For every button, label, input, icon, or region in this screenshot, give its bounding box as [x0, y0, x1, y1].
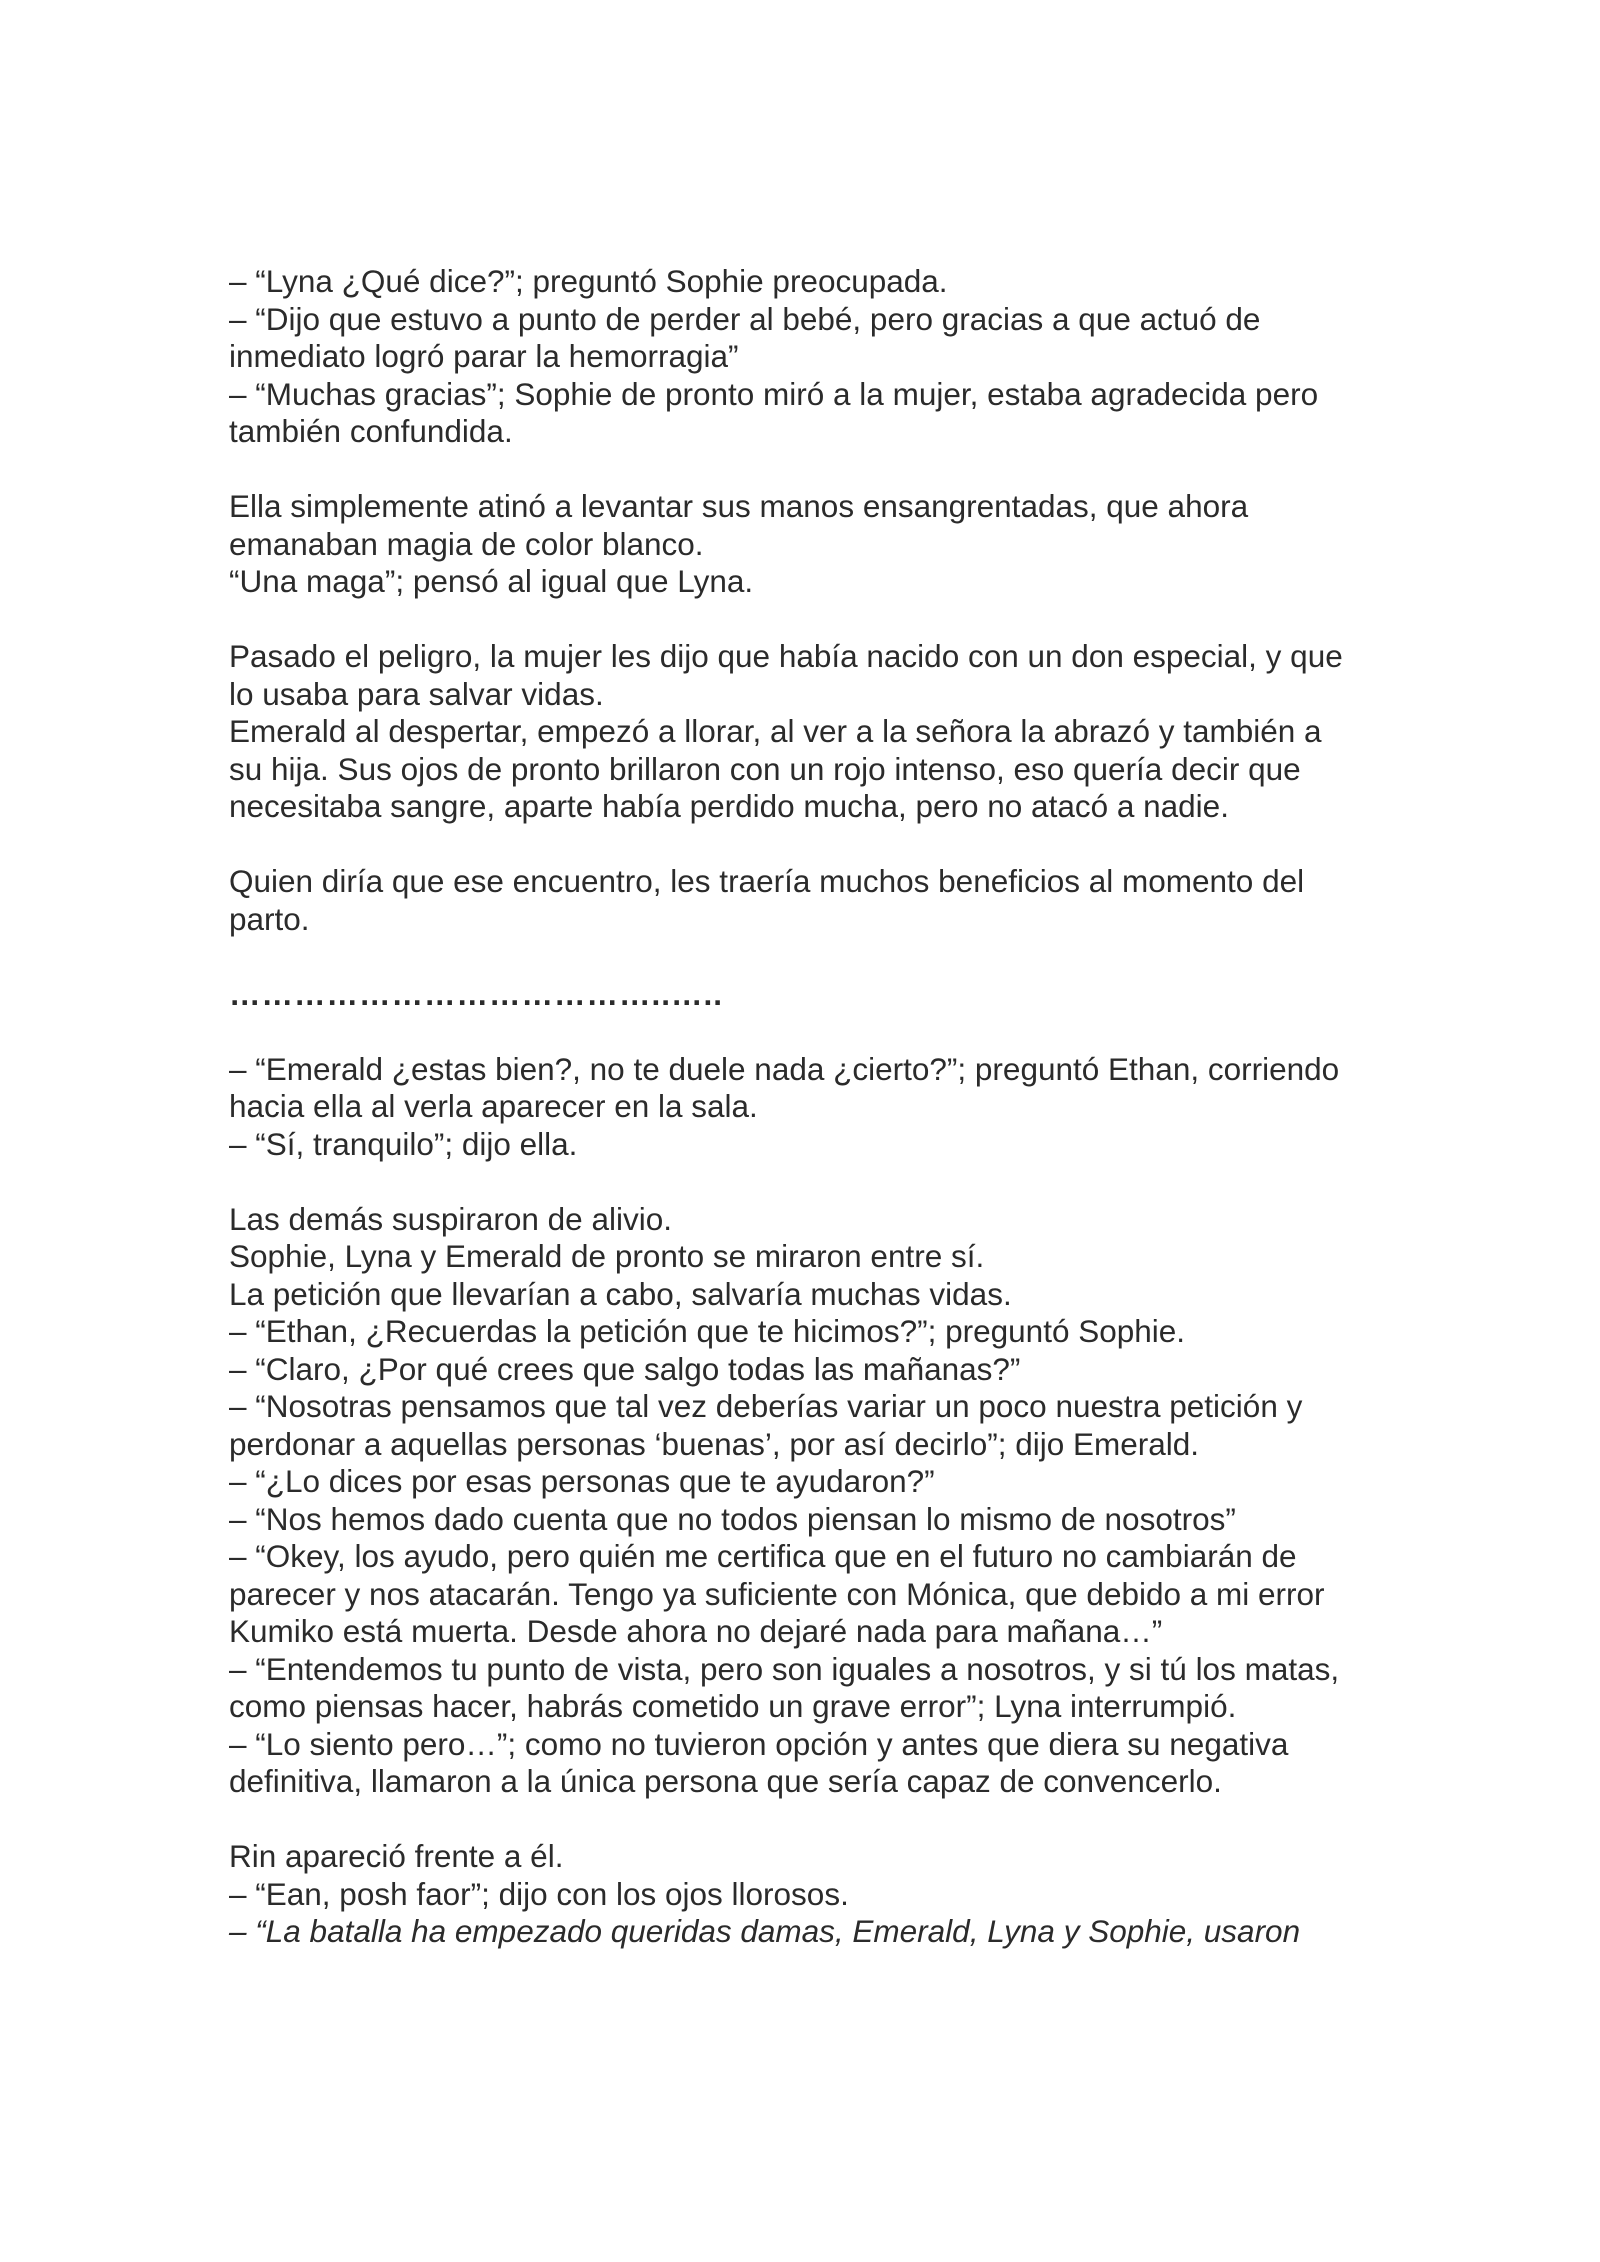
text-line: Sophie, Lyna y Emerald de pronto se miraron entre sí. — [229, 1238, 985, 1274]
paragraph-2 — [229, 488, 1399, 601]
text-line: Las demás suspiraron de alivio. — [229, 1200, 672, 1237]
text-line: – “Sí, tranquilo”; dijo ella. — [229, 1125, 578, 1162]
text-line: inmediato logró parar la hemorragia” — [229, 338, 739, 374]
text-line: – “Ethan, ¿Recuerdas la petición que te hicimos?”; preguntó Sophie. — [229, 1313, 1186, 1349]
text-line: – “Muchas gracias”; Sophie de pronto miró a la mujer, estaba agradecida pero — [229, 375, 1319, 412]
text-line: perdonar a aquellas personas ‘buenas’, por así decirlo”; dijo Emerald. — [229, 1425, 1200, 1462]
text-line: – “Entendemos tu punto de vista, pero son iguales a nosotros, y si tú los matas, — [229, 1650, 1340, 1687]
text-line: Pasado el peligro, la mujer les dijo que había nacido con un don especial, y que — [229, 638, 1343, 674]
text-line: Emerald al despertar, empezó a llorar, al ver a la señora la abrazó y también a — [229, 713, 1322, 749]
text-line: Kumiko está muerta. Desde ahora no dejaré nada para mañana…” — [229, 1613, 1163, 1649]
text-line: – “Dijo que estuvo a punto de perder al bebé, pero gracias a que actuó de — [229, 300, 1261, 337]
italic-text-line: – “La batalla ha empezado queridas damas, Emerald, Lyna y Sophie, usaron — [229, 1913, 1301, 1949]
text-line: – “Ean, posh faor”; dijo con los ojos llorosos. — [229, 1875, 849, 1912]
paragraph-6 — [229, 1201, 1399, 1801]
text-line: como piensas hacer, habrás cometido un grave error”; Lyna interrumpió. — [229, 1688, 1237, 1724]
text-line: lo usaba para salvar vidas. — [229, 675, 604, 712]
text-line: hacia ella al verla aparecer en la sala. — [229, 1088, 758, 1124]
text-line: – “Nosotras pensamos que tal vez deberías variar un poco nuestra petición y — [229, 1388, 1303, 1424]
paragraph-7 — [229, 1838, 1399, 1951]
paragraph-1 — [229, 263, 1399, 451]
paragraph-4 — [229, 863, 1399, 938]
paragraph-5 — [229, 1051, 1399, 1164]
text-line: Ella simplemente atinó a levantar sus manos ensangrentadas, que ahora — [229, 488, 1249, 524]
text-line: definitiva, llamaron a la única persona que sería capaz de convencerlo. — [229, 1763, 1222, 1799]
text-line: – “Claro, ¿Por qué crees que salgo todas las mañanas?” — [229, 1350, 1021, 1387]
text-line: parecer y nos atacarán. Tengo ya suficiente con Mónica, que debido a mi error — [229, 1575, 1325, 1612]
text-line: – “Lyna ¿Qué dice?”; preguntó Sophie preocupada. — [229, 263, 948, 299]
section-separator: …………………………………..….. — [229, 975, 724, 1012]
text-line: necesitaba sangre, aparte había perdido mucha, pero no atacó a nadie. — [229, 788, 1229, 824]
text-line: parto. — [229, 900, 310, 937]
paragraph-3 — [229, 638, 1399, 826]
text-line: – “Lo siento pero…”; como no tuvieron opción y antes que diera su negativa — [229, 1725, 1289, 1762]
text-line: La petición que llevarían a cabo, salvaría muchas vidas. — [229, 1275, 1012, 1312]
text-line: – “Nos hemos dado cuenta que no todos piensan lo mismo de nosotros” — [229, 1500, 1236, 1537]
text-line: – “¿Lo dices por esas personas que te ayudaron?” — [229, 1463, 935, 1499]
text-line: su hija. Sus ojos de pronto brillaron con un rojo intenso, eso quería decir que — [229, 750, 1301, 787]
text-line: también confundida. — [229, 413, 513, 449]
text-line: – “Emerald ¿estas bien?, no te duele nada ¿cierto?”; preguntó Ethan, corriendo — [229, 1050, 1340, 1087]
document-page — [229, 263, 1399, 1951]
text-line: Rin apareció frente a él. — [229, 1838, 564, 1874]
text-line: Quien diría que ese encuentro, les traería muchos beneficios al momento del — [229, 863, 1305, 899]
text-line: “Una maga”; pensó al igual que Lyna. — [229, 563, 754, 599]
text-line: – “Okey, los ayudo, pero quién me certifica que en el futuro no cambiarán de — [229, 1538, 1297, 1574]
text-line: emanaban magia de color blanco. — [229, 525, 704, 562]
